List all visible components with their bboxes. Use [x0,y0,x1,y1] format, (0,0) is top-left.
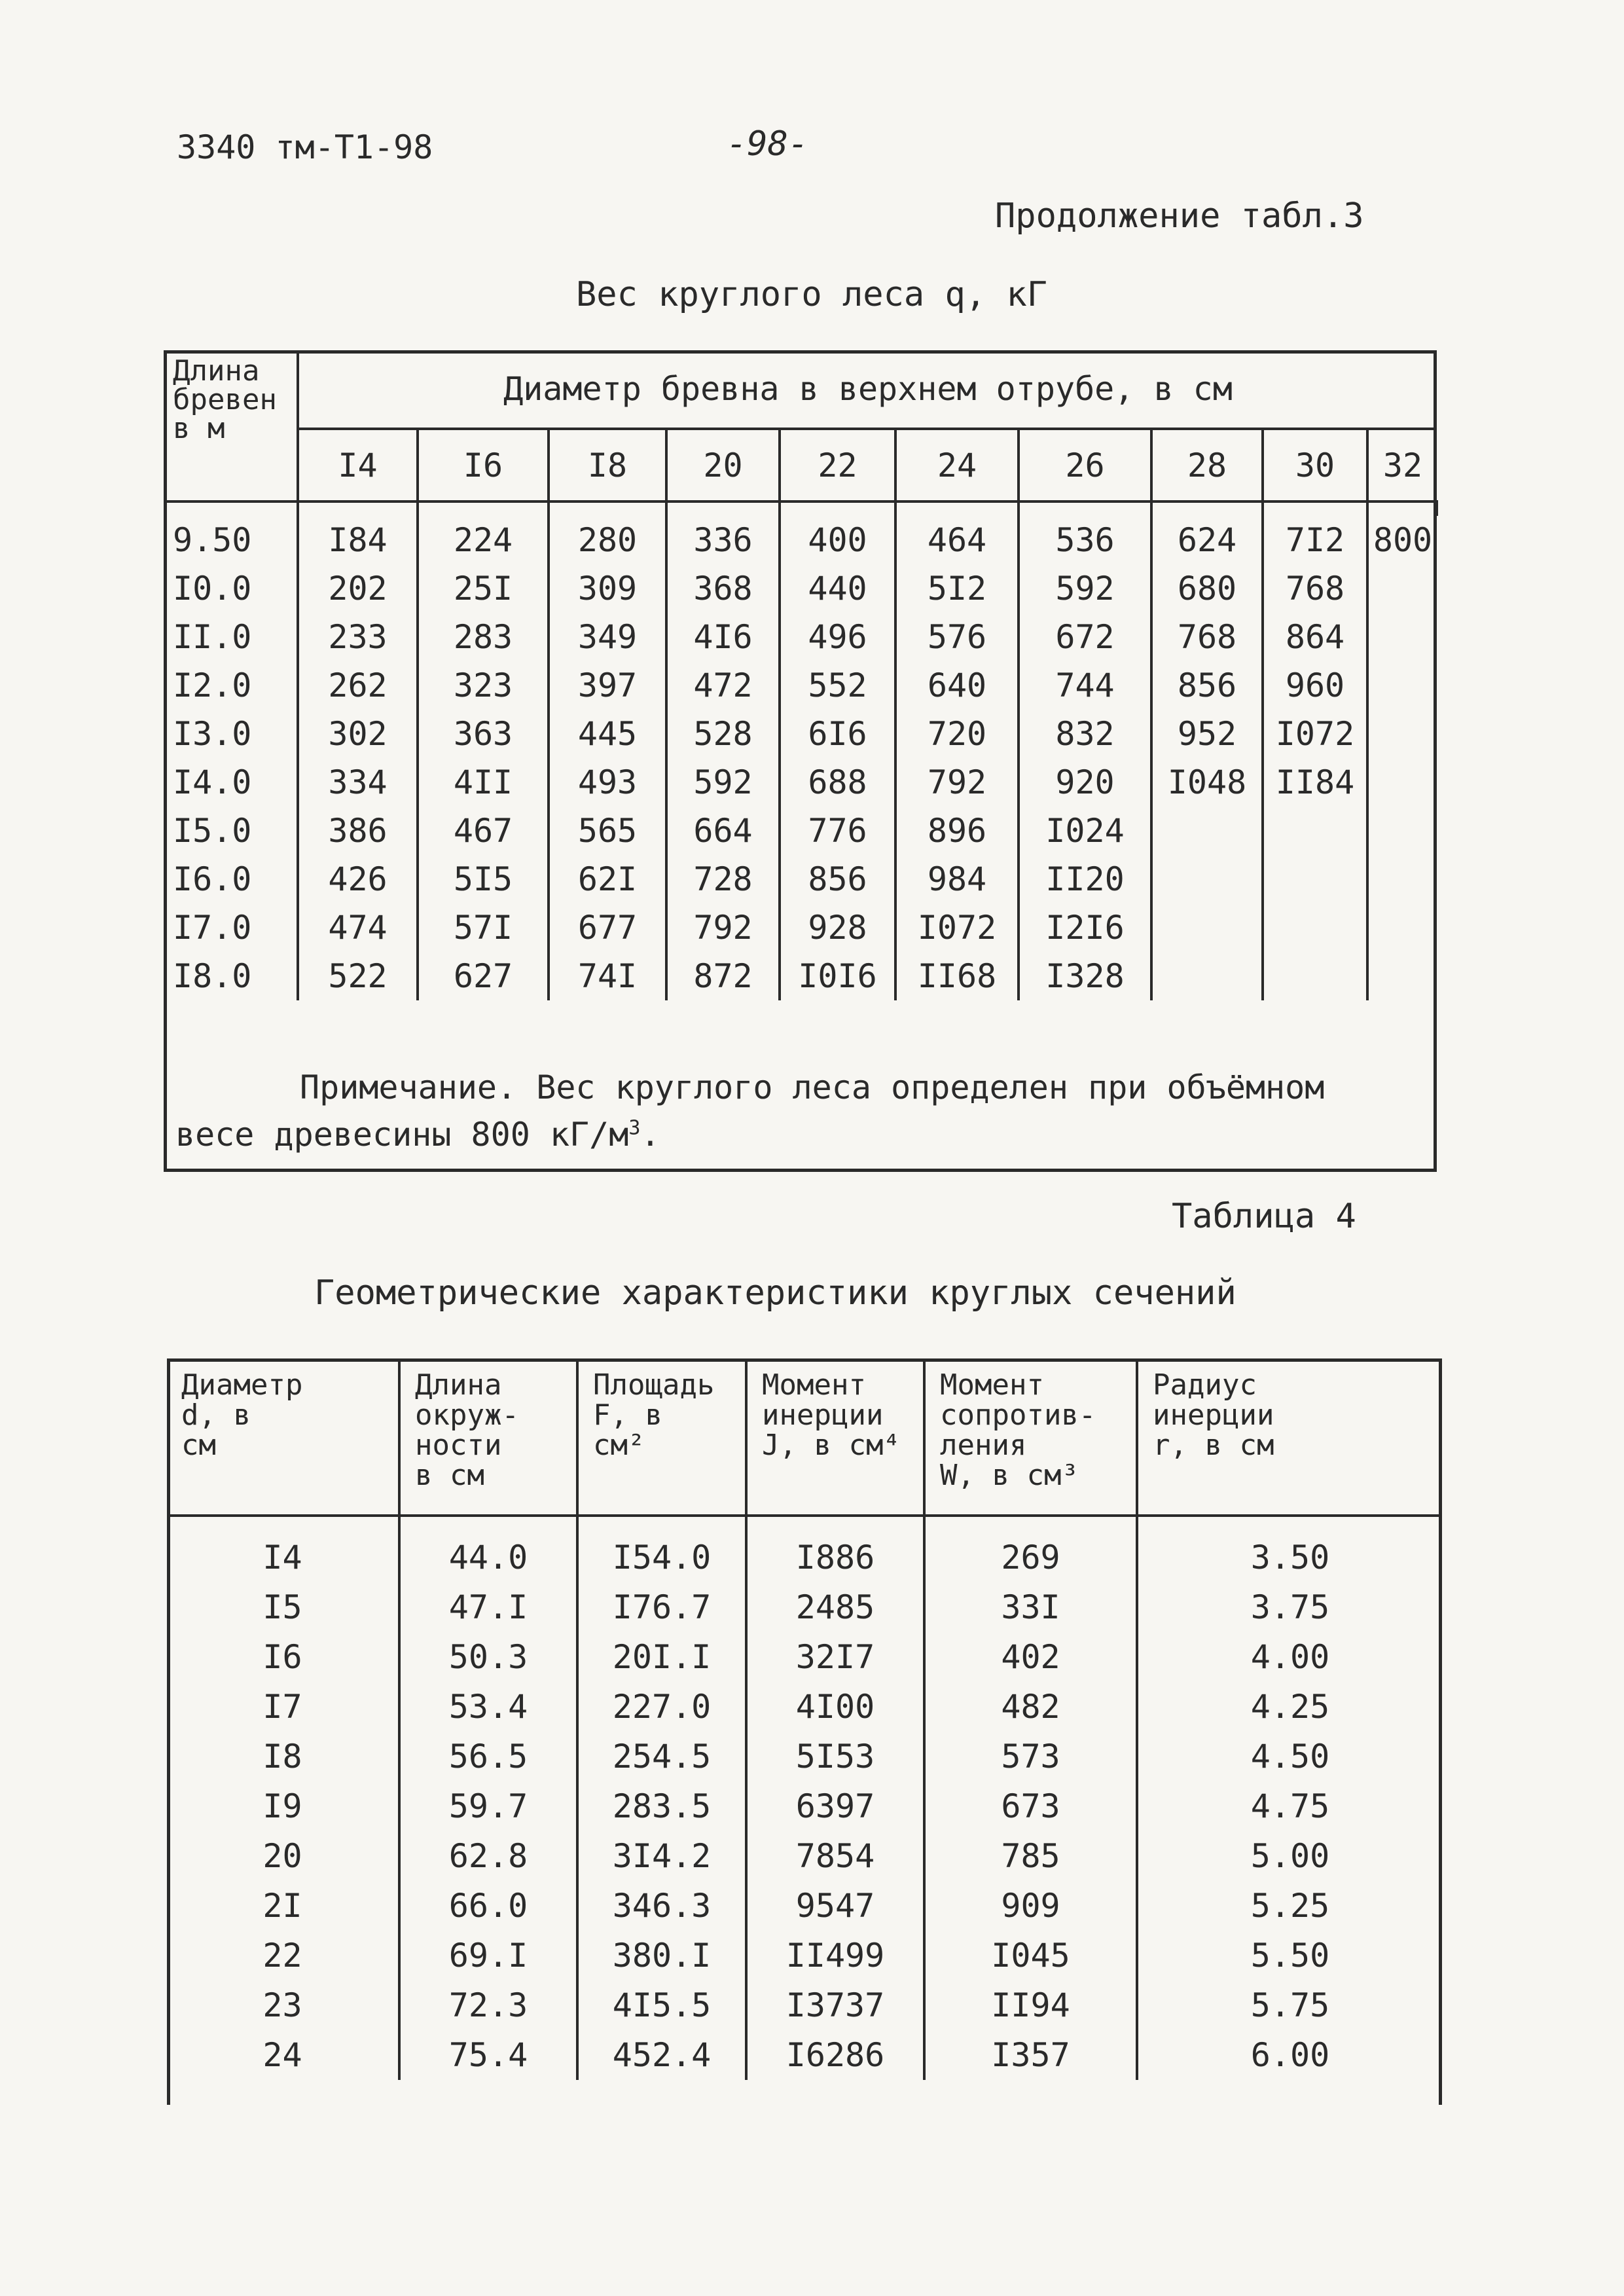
weight-cell: I328 [1019,952,1151,1000]
section-value-cell: 5.00 [1250,1837,1330,1875]
weight-cell: I048 [1151,758,1263,807]
weight-cell: 536 [1019,516,1151,564]
weight-cell: 928 [780,903,895,952]
table-row [167,1682,1442,1732]
weight-cell: 627 [418,952,549,1000]
section-value-cell: 5.75 [1250,1986,1330,2024]
section-value-cell: I6 [167,1632,399,1682]
weight-cell: 920 [1019,758,1151,807]
weight-cell: I072 [1263,710,1367,758]
section-value-cell: 673 [924,1781,1137,1831]
weight-cell: 792 [895,758,1019,807]
section-value-cell: 69.I [399,1931,577,1980]
section-value-cell: 4.50 [1250,1738,1330,1776]
diameter-col-header: I6 [418,429,549,501]
weight-cell [1263,807,1367,855]
section-value-cell: 66.0 [399,1881,577,1931]
weight-cell [1151,952,1263,1000]
weight-cell: 336 [666,516,780,564]
section-value-cell: 33I [924,1582,1137,1632]
section-value-cell: I357 [924,2030,1137,2080]
weight-cell: I0I6 [780,952,895,1000]
section-value-cell: 56.5 [399,1732,577,1781]
weight-cell: 522 [298,952,418,1000]
weight-cell: 776 [780,807,895,855]
weight-cell: 592 [666,758,780,807]
weight-cell: 856 [780,855,895,903]
table-row [164,613,1437,661]
section-value-cell: 3.50 [1250,1539,1330,1576]
weight-cell [1367,710,1437,758]
weight-cell: 440 [780,564,895,613]
weight-cell: 262 [298,661,418,710]
section-value-cell: 785 [924,1831,1137,1881]
weight-cell: 565 [549,807,666,855]
table-row [164,903,1437,952]
section-value-cell: I886 [746,1533,924,1582]
weight-cell: 624 [1151,516,1263,564]
weight-cell: 800 [1373,521,1433,559]
weight-cell: 952 [1151,710,1263,758]
weight-cell: 400 [780,516,895,564]
weight-cell: 224 [418,516,549,564]
weight-cell: 57I [418,903,549,952]
table-row [164,952,1437,1000]
weight-cell: 283 [418,613,549,661]
diameter-col-header: 32 [1367,429,1437,501]
section-value-cell: 32I7 [746,1632,924,1682]
section-value-cell: 44.0 [399,1533,577,1582]
log-length-cell: I5.0 [164,807,298,855]
weight-cell: 368 [666,564,780,613]
section-value-cell: 227.0 [577,1682,746,1732]
section-value-cell: 20I.I [577,1632,746,1682]
weight-cell: 464 [895,516,1019,564]
weight-cell [1367,613,1437,661]
weight-cell: 896 [895,807,1019,855]
weight-cell: 832 [1019,710,1151,758]
section-value-cell: I3737 [746,1980,924,2030]
weight-cell: 792 [666,903,780,952]
table-row [164,516,1437,564]
weight-cell: I072 [895,903,1019,952]
weight-cell: 302 [298,710,418,758]
weight-cell: 960 [1263,661,1367,710]
table-row [167,1781,1442,1831]
weight-cell: 576 [895,613,1019,661]
weight-cell: 397 [549,661,666,710]
weight-cell [1367,564,1437,613]
diameter-col-header: 28 [1151,429,1263,501]
table-row [164,661,1437,710]
section-value-cell: I8 [167,1732,399,1781]
weight-cell: 664 [666,807,780,855]
section-value-cell: 283.5 [577,1781,746,1831]
circular-section-table [167,1358,1442,2080]
section-value-cell: 346.3 [577,1881,746,1931]
weight-cell [1263,952,1367,1000]
weight-cell: 62I [549,855,666,903]
log-length-cell: II.0 [164,613,298,661]
section-value-cell: 9547 [746,1881,924,1931]
log-weight-table [164,350,1438,1000]
table4-label: Таблица 4 [1172,1197,1356,1236]
diameter-col-header: 22 [780,429,895,501]
weight-cell: 323 [418,661,549,710]
section-value-cell: 3.75 [1250,1588,1330,1626]
weight-cell: 334 [298,758,418,807]
weight-cell [1367,903,1437,952]
table-row [167,1881,1442,1931]
weight-cell: 768 [1263,564,1367,613]
diameter-col-header: 20 [666,429,780,501]
section-value-cell: 482 [924,1682,1137,1732]
weight-cell: 7I2 [1263,516,1367,564]
section-value-cell: 573 [924,1732,1137,1781]
table-row [167,1931,1442,1980]
column-header: Диаметр d, в см [167,1358,399,1516]
column-header: Площадь F, в см² [577,1358,746,1516]
column-header: Момент инерции J, в см⁴ [746,1358,924,1516]
table-row [167,1732,1442,1781]
diameter-col-header: 24 [895,429,1019,501]
weight-cell: 74I [549,952,666,1000]
table-row [164,807,1437,855]
continuation-label: Продолжение табл.3 [995,196,1364,236]
weight-cell: II84 [1263,758,1367,807]
section-value-cell: 22 [167,1931,399,1980]
weight-cell: 25I [418,564,549,613]
column-header: Момент сопротив- ления W, в см³ [924,1358,1137,1516]
log-length-cell: I2.0 [164,661,298,710]
table3-note: Примечание. Вес круглого леса определен при объёмном весе древесины 800 $кГ/м^3$. [175,1068,1325,1154]
section-value-cell: 7854 [746,1831,924,1881]
weight-cell: 680 [1151,564,1263,613]
column-header: Радиус инерции r, в см [1137,1358,1442,1516]
section-value-cell: 269 [924,1533,1137,1582]
weight-cell [1367,758,1437,807]
section-value-cell: 6.00 [1250,2036,1330,2074]
section-value-cell: I4 [167,1533,399,1582]
weight-cell: 552 [780,661,895,710]
weight-cell: 744 [1019,661,1151,710]
weight-cell: 474 [298,903,418,952]
weight-cell: 640 [895,661,1019,710]
log-length-cell: 9.50 [164,516,298,564]
weight-cell: 864 [1263,613,1367,661]
document-code: 3340 тм-Т1-98 [177,128,433,166]
weight-cell: II68 [895,952,1019,1000]
weight-cell: 6I6 [780,710,895,758]
log-length-cell: I4.0 [164,758,298,807]
section-value-cell: 53.4 [399,1682,577,1732]
weight-cell: 5I5 [418,855,549,903]
section-value-cell: 62.8 [399,1831,577,1881]
weight-cell: 4II [418,758,549,807]
section-value-cell: 75.4 [399,2030,577,2080]
weight-cell: 349 [549,613,666,661]
weight-cell: 472 [666,661,780,710]
section-value-cell: 4I00 [746,1682,924,1732]
section-value-cell: 909 [924,1881,1137,1931]
weight-cell: 872 [666,952,780,1000]
weight-cell: 233 [298,613,418,661]
weight-cell: 426 [298,855,418,903]
section-value-cell: I76.7 [577,1582,746,1632]
section-value-cell: 3I4.2 [577,1831,746,1881]
diameter-col-header: I8 [549,429,666,501]
weight-cell: 309 [549,564,666,613]
weight-cell: 720 [895,710,1019,758]
weight-cell [1367,855,1437,903]
section-value-cell: 6397 [746,1781,924,1831]
section-value-cell: I5 [167,1582,399,1632]
table-row [167,2030,1442,2080]
section-value-cell: I54.0 [577,1533,746,1582]
weight-cell: 688 [780,758,895,807]
section-value-cell: 4.75 [1250,1787,1330,1825]
weight-cell: II20 [1019,855,1151,903]
section-value-cell: 47.I [399,1582,577,1632]
weight-cell: I2I6 [1019,903,1151,952]
weight-cell: 592 [1019,564,1151,613]
section-value-cell: 5.25 [1250,1887,1330,1925]
table4-title: Геометрические характеристики круглых сечений [314,1273,1236,1313]
weight-cell: 5I2 [895,564,1019,613]
table-row [167,1632,1442,1682]
section-value-cell: I6286 [746,2030,924,2080]
weight-cell: 728 [666,855,780,903]
weight-cell [1367,952,1437,1000]
weight-cell [1263,855,1367,903]
table-row [164,758,1437,807]
weight-cell: 496 [780,613,895,661]
log-length-cell: I0.0 [164,564,298,613]
weight-cell: 672 [1019,613,1151,661]
diameter-col-header: I4 [298,429,418,501]
weight-cell: I84 [298,516,418,564]
column-header: Длина окруж- ности в см [399,1358,577,1516]
section-value-cell: 24 [167,2030,399,2080]
section-value-cell: 380.I [577,1931,746,1980]
log-length-cell: I7.0 [164,903,298,952]
weight-cell: 856 [1151,661,1263,710]
weight-cell: 280 [549,516,666,564]
section-value-cell: II499 [746,1931,924,1980]
length-header: Длина бревен в м [164,350,298,501]
section-value-cell: 72.3 [399,1980,577,2030]
table-row [164,855,1437,903]
section-value-cell: 50.3 [399,1632,577,1682]
weight-cell [1151,807,1263,855]
table-row [167,1980,1442,2030]
table-row [167,1582,1442,1632]
section-value-cell: 402 [924,1632,1137,1682]
section-value-cell: II94 [924,1980,1137,2030]
weight-cell [1367,661,1437,710]
section-value-cell: 4.00 [1250,1638,1330,1676]
section-value-cell: 2485 [746,1582,924,1632]
weight-cell: 4I6 [666,613,780,661]
weight-cell: 467 [418,807,549,855]
weight-cell [1367,807,1437,855]
weight-cell: 677 [549,903,666,952]
weight-cell: 528 [666,710,780,758]
log-length-cell: I6.0 [164,855,298,903]
log-length-cell: I3.0 [164,710,298,758]
table-row [164,564,1437,613]
diameter-header: Диаметр бревна в верхнем отрубе, в см [298,350,1437,429]
weight-cell: 363 [418,710,549,758]
weight-cell [1151,855,1263,903]
weight-cell: 493 [549,758,666,807]
page-number: -98- [727,124,809,164]
weight-cell [1263,903,1367,952]
section-value-cell: 452.4 [577,2030,746,2080]
section-value-cell: I045 [924,1931,1137,1980]
diameter-col-header: 26 [1019,429,1151,501]
table3-title: Вес круглого леса q, кГ [576,275,1048,314]
weight-cell: 202 [298,564,418,613]
section-value-cell: 254.5 [577,1732,746,1781]
diameter-col-header: 30 [1263,429,1367,501]
section-value-cell: 20 [167,1831,399,1881]
section-value-cell: I7 [167,1682,399,1732]
table-row [164,710,1437,758]
section-value-cell: 4I5.5 [577,1980,746,2030]
table-row [167,1831,1442,1881]
weight-cell: 445 [549,710,666,758]
section-value-cell: 5I53 [746,1732,924,1781]
weight-cell: 984 [895,855,1019,903]
weight-cell [1151,903,1263,952]
table-row [167,1533,1442,1582]
weight-cell: I024 [1019,807,1151,855]
section-value-cell: 2I [167,1881,399,1931]
section-value-cell: I9 [167,1781,399,1831]
weight-cell: 768 [1151,613,1263,661]
log-length-cell: I8.0 [164,952,298,1000]
section-value-cell: 5.50 [1250,1937,1330,1975]
section-value-cell: 23 [167,1980,399,2030]
section-value-cell: 59.7 [399,1781,577,1831]
weight-cell: 386 [298,807,418,855]
section-value-cell: 4.25 [1250,1688,1330,1726]
